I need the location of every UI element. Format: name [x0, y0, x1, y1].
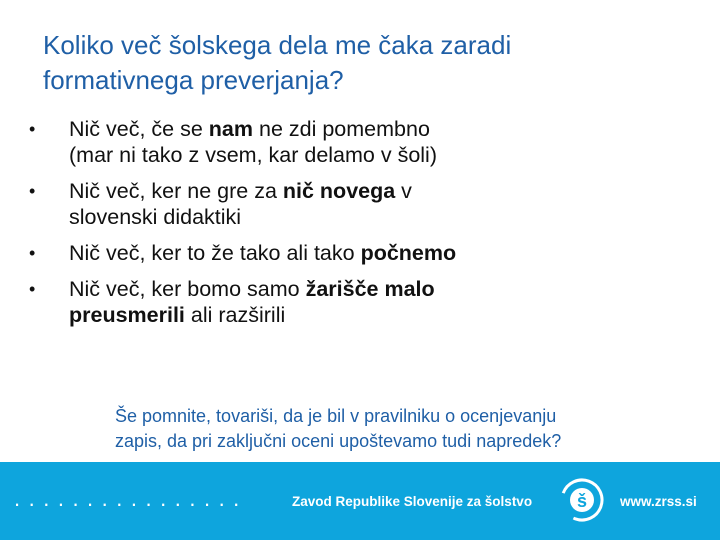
title-line-1: Koliko več šolskega dela me čaka zaradi	[43, 30, 512, 60]
bullet-dot: •	[29, 243, 36, 263]
note-line-1: Še pomnite, tovariši, da je bil v pravilniku o ocenjevanju	[115, 406, 557, 426]
bullet-item	[26, 116, 646, 168]
zrss-logo-icon	[560, 478, 604, 522]
note-text	[115, 404, 715, 454]
slide-title	[43, 28, 683, 98]
bullet-bold-text: preusmerili	[69, 303, 185, 327]
bullet-bold-text: žarišče malo	[305, 277, 435, 301]
bullet-text: Nič več, ker to že tako ali tako	[69, 241, 361, 265]
svg-text:š: š	[576, 491, 588, 511]
bullet-text: v	[395, 179, 412, 203]
bullet-dot: •	[29, 119, 36, 139]
title-line-2: formativnega preverjanja?	[43, 65, 344, 95]
bullet-bold-text: nič novega	[282, 179, 396, 203]
website-url: www.zrss.si	[620, 494, 697, 509]
bullet-text: (mar ni tako z vsem, kar delamo v šoli)	[69, 143, 437, 167]
bullet-text: Nič več, ker bomo samo	[69, 277, 306, 301]
bullet-dot: •	[29, 181, 36, 201]
bullet-text: ali razširili	[184, 303, 286, 327]
bullet-item	[26, 178, 646, 230]
bullet-item	[26, 240, 646, 266]
organization-name: Zavod Republike Slovenije za šolstvo	[292, 494, 533, 509]
bullet-text: Nič več, če se	[69, 117, 209, 141]
bullet-text: ne zdi pomembno	[253, 117, 430, 141]
bullet-bold-text: nam	[208, 117, 254, 141]
footer-bar	[0, 462, 720, 540]
note-line-2: zapis, da pri zaključni oceni upoštevamo tudi napredek?	[115, 431, 562, 451]
bullet-list	[26, 116, 646, 338]
footer-dots: ................	[14, 486, 248, 511]
bullet-text: slovenski didaktiki	[69, 205, 242, 229]
bullet-dot: •	[29, 279, 36, 299]
bullet-item	[26, 276, 646, 328]
bullet-text: Nič več, ker ne gre za	[69, 179, 283, 203]
bullet-bold-text: počnemo	[360, 241, 457, 265]
